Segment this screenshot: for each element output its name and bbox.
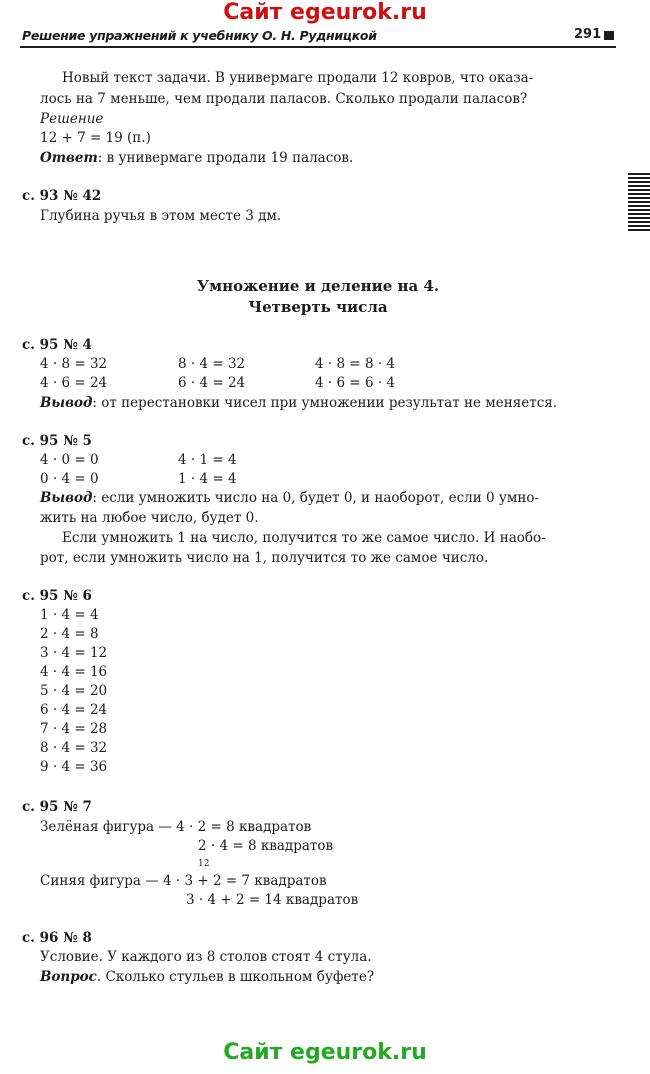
ex7-superscript: 12 (198, 859, 210, 869)
watermark-top: Сайт egeurok.ru (223, 0, 427, 25)
ex5-conclusion-line1 (40, 490, 539, 506)
ex7-green-line2: 2 · 4 = 8 квадратов (198, 838, 334, 854)
ex4-r1-c1: 4 · 8 = 32 (40, 356, 108, 372)
exercise-ref-42: с. 93 № 42 (22, 188, 102, 204)
ex4-r1-c2: 8 · 4 = 32 (178, 356, 246, 372)
exercise-42-text: Глубина ручья в этом месте 3 дм. (40, 208, 282, 224)
exercise-ref-4: с. 95 № 4 (22, 337, 92, 353)
problem-text-line2: лось на 7 меньше, чем продали паласов. Сколько продали паласов? (40, 91, 528, 107)
problem-text-line1: Новый текст задачи. В универмаге продали 12 ковров, что оказа- (62, 70, 534, 86)
ex8-question (40, 969, 374, 985)
ex6-line: 8 · 4 = 32 (40, 740, 108, 756)
section-title-line1: Умножение и деление на 4. (196, 277, 440, 295)
section-title-line2: Четверть числа (248, 298, 388, 316)
conclusion-label: Вывод (40, 395, 93, 411)
page-edge-marker (628, 173, 650, 231)
exercise-ref-7: с. 95 № 7 (22, 799, 92, 815)
exercise-ref-8: с. 96 № 8 (22, 930, 92, 946)
watermark-bottom: Сайт egeurok.ru (223, 1040, 427, 1065)
conclusion-text: : от перестановки чисел при умножении результат не меняется. (92, 395, 558, 411)
ex6-line: 4 · 4 = 16 (40, 664, 108, 680)
ex7-green-line1: Зелёная фигура — 4 · 2 = 8 квадратов (40, 819, 312, 835)
answer-line (40, 150, 353, 166)
conclusion-label: Вывод (40, 490, 93, 506)
ex8-condition: Условие. У каждого из 8 столов стоят 4 стула. (40, 949, 372, 965)
question-text: . Сколько стульев в школьном буфете? (96, 969, 375, 985)
ex5-r2-c2: 1 · 4 = 4 (178, 471, 237, 487)
solution-label: Решение (40, 111, 104, 127)
ex6-line: 9 · 4 = 36 (40, 759, 108, 775)
ex6-line: 7 · 4 = 28 (40, 721, 108, 737)
ex4-r2-c3: 4 · 6 = 6 · 4 (315, 375, 395, 391)
conclusion-text: : если умножить число на 0, будет 0, и наоборот, если 0 умно- (92, 490, 540, 506)
answer-text: : в универмаге продали 19 паласов. (97, 150, 354, 166)
ex5-r2-c1: 0 · 4 = 0 (40, 471, 99, 487)
ex5-r1-c1: 4 · 0 = 0 (40, 452, 99, 468)
ex5-conclusion-line2: жить на любое число, будет 0. (40, 510, 259, 526)
ex6-line: 5 · 4 = 20 (40, 683, 108, 699)
solution-equation: 12 + 7 = 19 (п.) (40, 130, 151, 146)
ex6-line: 3 · 4 = 12 (40, 645, 108, 661)
ex4-r1-c3: 4 · 8 = 8 · 4 (315, 356, 395, 372)
ex5-conclusion-line4: рот, если умножить число на 1, получится то же самое число. (40, 550, 489, 566)
page-number: 291 (574, 27, 602, 42)
ex7-blue-line2: 3 · 4 + 2 = 14 квадратов (186, 892, 359, 908)
ex6-line: 6 · 4 = 24 (40, 702, 108, 718)
ex6-line: 2 · 4 = 8 (40, 626, 99, 642)
question-label: Вопрос (40, 969, 97, 985)
page-number-square-icon (604, 31, 614, 40)
running-header: Решение упражнений к учебнику О. Н. Рудницкой (22, 28, 377, 43)
ex5-r1-c2: 4 · 1 = 4 (178, 452, 237, 468)
exercise-ref-5: с. 95 № 5 (22, 433, 92, 449)
ex7-blue-line1: Синяя фигура — 4 · 3 + 2 = 7 квадратов (40, 873, 327, 889)
header-rule (20, 46, 616, 48)
ex5-conclusion-line3: Если умножить 1 на число, получится то же самое число. И наобо- (62, 530, 546, 546)
ex4-r2-c2: 6 · 4 = 24 (178, 375, 246, 391)
ex6-line: 1 · 4 = 4 (40, 607, 99, 623)
exercise-ref-6: с. 95 № 6 (22, 588, 92, 604)
ex4-r2-c1: 4 · 6 = 24 (40, 375, 108, 391)
answer-label: Ответ (40, 150, 98, 166)
ex4-conclusion (40, 395, 557, 411)
